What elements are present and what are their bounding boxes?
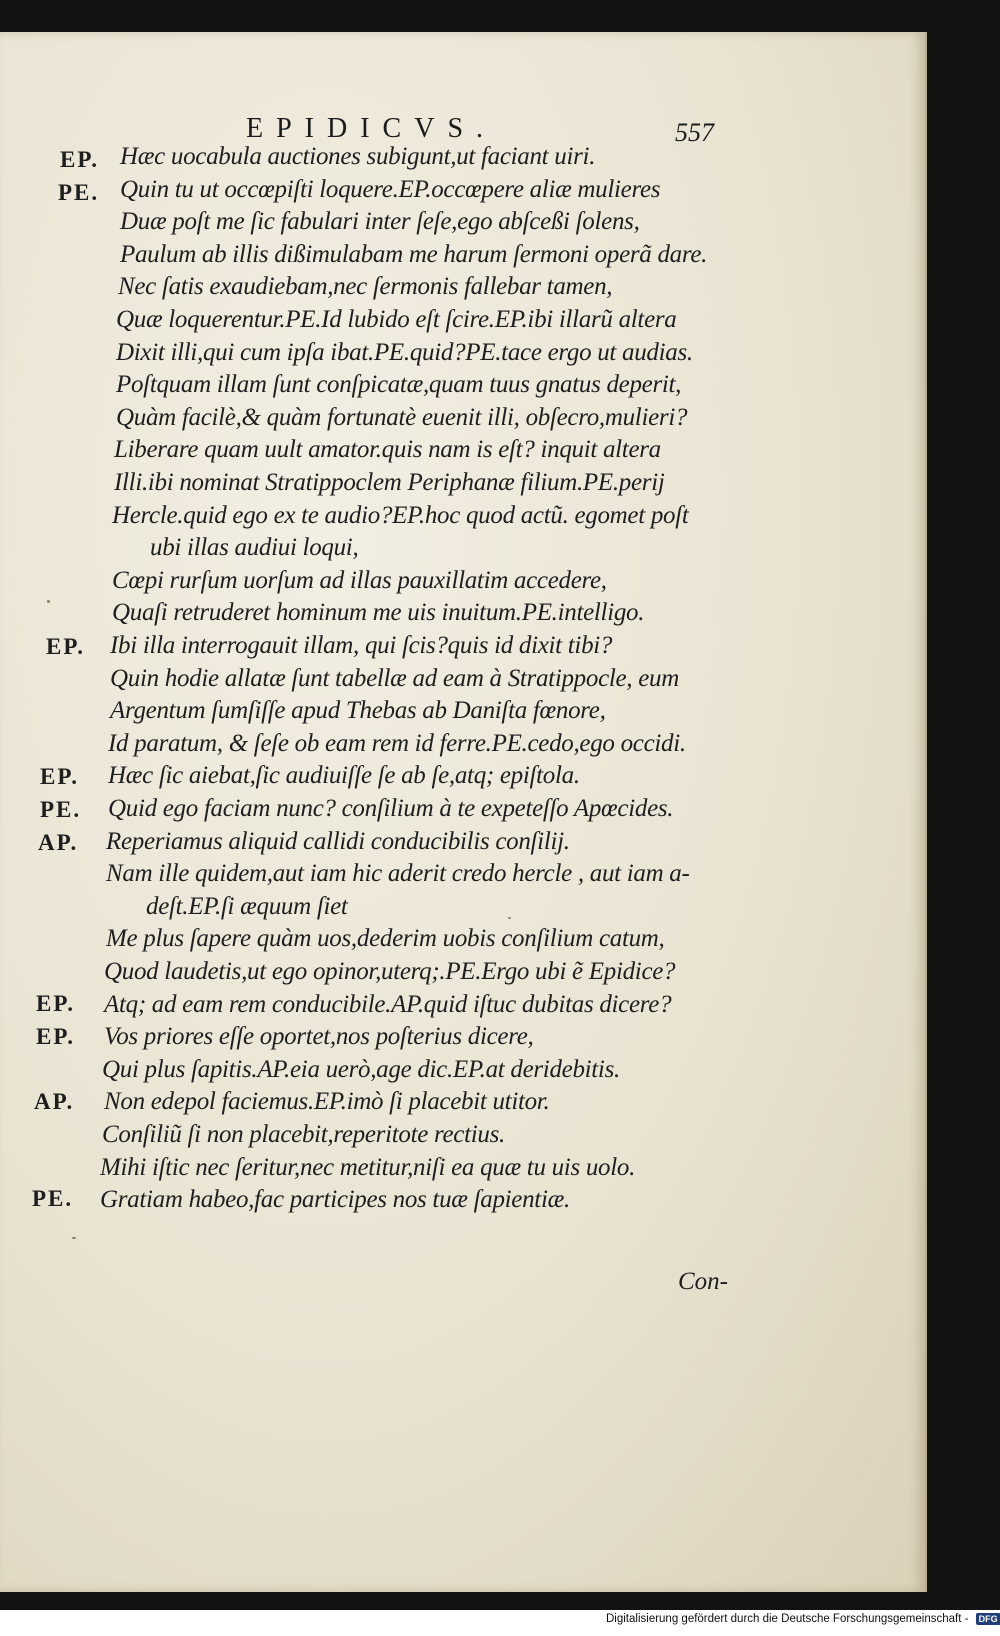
speaker-label: PE.: [40, 797, 82, 822]
verse-line: Hæc ſic aiebat,ſic audiuiſſe ſe ab ſe,atq; epiſtola.: [108, 762, 580, 789]
verse-line: Paulum ab illis dißimulabam me harum ſermoni operã dare.: [120, 241, 708, 268]
verse-line: Gratiam habeo,fac participes nos tuæ ſapientiæ.: [100, 1186, 570, 1213]
verse-line: Cœpi rurſum uorſum ad illas pauxillatim accedere,: [112, 567, 607, 594]
verse-line: Quid ego faciam nunc? conſilium à te expeteſſo Apœcides.: [108, 795, 674, 822]
verse-line: Quin tu ut occœpiſti loquere.EP.occœpere aliæ mulieres: [120, 176, 661, 203]
verse-line: Atq; ad eam rem conducibile.AP.quid iſtuc dubitas dicere?: [104, 991, 672, 1018]
catchword: Con-: [678, 1268, 728, 1295]
speaker-label: EP.: [40, 764, 80, 789]
footer-credit-text: Digitalisierung gefördert durch die Deutsche Forschungsgemeinschaft -: [606, 1613, 969, 1626]
running-head: EPIDICVS.: [246, 113, 497, 144]
verse-line: Me plus ſapere quàm uos,dederim uobis conſilium catum,: [106, 925, 665, 952]
verse-line: Quin hodie allatæ ſunt tabellæ ad eam à Stratippocle, eum: [110, 665, 679, 692]
paper-speck: [508, 917, 511, 919]
verse-line: Argentum ſumſiſſe apud Thebas ab Daniſta fœnore,: [110, 697, 606, 724]
verse-line: Nam ille quidem,aut iam hic aderit credo hercle , aut iam a-: [106, 860, 690, 887]
verse-line: Non edepol faciemus.EP.imò ſi placebit utitor.: [104, 1088, 550, 1115]
verse-line: Reperiamus aliquid callidi conducibilis conſilij.: [106, 828, 570, 855]
verse-line: Qui plus ſapitis.AP.eia uerò,age dic.EP.at deridebitis.: [102, 1056, 620, 1083]
verse-line: Conſiliũ ſi non placebit,reperitote rectius.: [102, 1121, 505, 1148]
verse-line: Nec ſatis exaudiebam,nec ſermonis fallebar tamen,: [118, 273, 613, 300]
verse-line: Mihi iſtic nec ſeritur,nec metitur,niſi ea quæ tu uis uolo.: [100, 1154, 636, 1181]
verse-line: deſt.EP.ſi æquum ſiet: [146, 893, 348, 920]
speaker-label: EP.: [36, 1024, 76, 1049]
verse-line: Duæ poſt me ſic fabulari inter ſeſe,ego abſceßi ſolens,: [120, 208, 640, 235]
verse-line: Poſtquam illam ſunt conſpicatæ,quam tuus gnatus deperit,: [116, 371, 682, 398]
speaker-label: EP.: [60, 147, 100, 172]
speaker-label: EP.: [36, 991, 76, 1016]
speaker-label: AP.: [34, 1089, 75, 1114]
verse-line: Quaſi retruderet hominum me uis inuitum.PE.intelligo.: [112, 599, 645, 626]
paper-speck: [47, 600, 50, 603]
verse-line: Hercle.quid ego ex te audio?EP.hoc quod actũ. egomet poſt: [112, 502, 689, 529]
verse-line: Quàm facilè,& quàm fortunatè euenit illi, obſecro,mulieri?: [116, 404, 688, 431]
verse-line: Illi.ibi nominat Stratippoclem Periphanæ filium.PE.perij: [114, 469, 665, 496]
speaker-label: AP.: [38, 830, 79, 855]
speaker-label: PE.: [32, 1186, 74, 1211]
verse-line: Ibi illa interrogauit illam, qui ſcis?quis id dixit tibi?: [110, 632, 613, 659]
verse-line: Dixit illi,qui cum ipſa ibat.PE.quid?PE.tace ergo ut audias.: [116, 339, 693, 366]
speaker-label: PE.: [58, 180, 100, 205]
verse-line: Hæc uocabula auctiones subigunt,ut faciant uiri.: [120, 143, 596, 170]
verse-line: ubi illas audiui loqui,: [150, 534, 359, 561]
dfg-logo: DFG: [976, 1613, 1000, 1625]
verse-line: Vos priores eſſe oportet,nos poſterius dicere,: [104, 1023, 534, 1050]
verse-line: Quæ loquerentur.PE.Id lubido eſt ſcire.EP.ibi illarũ altera: [116, 306, 677, 333]
digitization-credit: [606, 1613, 1000, 1625]
paper-speck: [72, 1237, 76, 1239]
page-number: 557: [675, 118, 714, 147]
verse-line: Quod laudetis,ut ego opinor,uterq;.PE.Ergo ubi ẽ Epidice?: [104, 958, 676, 985]
verse-line: Liberare quam uult amator.quis nam is eſt? inquit altera: [114, 436, 661, 463]
verse-line: Id paratum, & ſeſe ob eam rem id ferre.PE.cedo,ego occidi.: [108, 730, 686, 757]
speaker-label: EP.: [46, 634, 86, 659]
